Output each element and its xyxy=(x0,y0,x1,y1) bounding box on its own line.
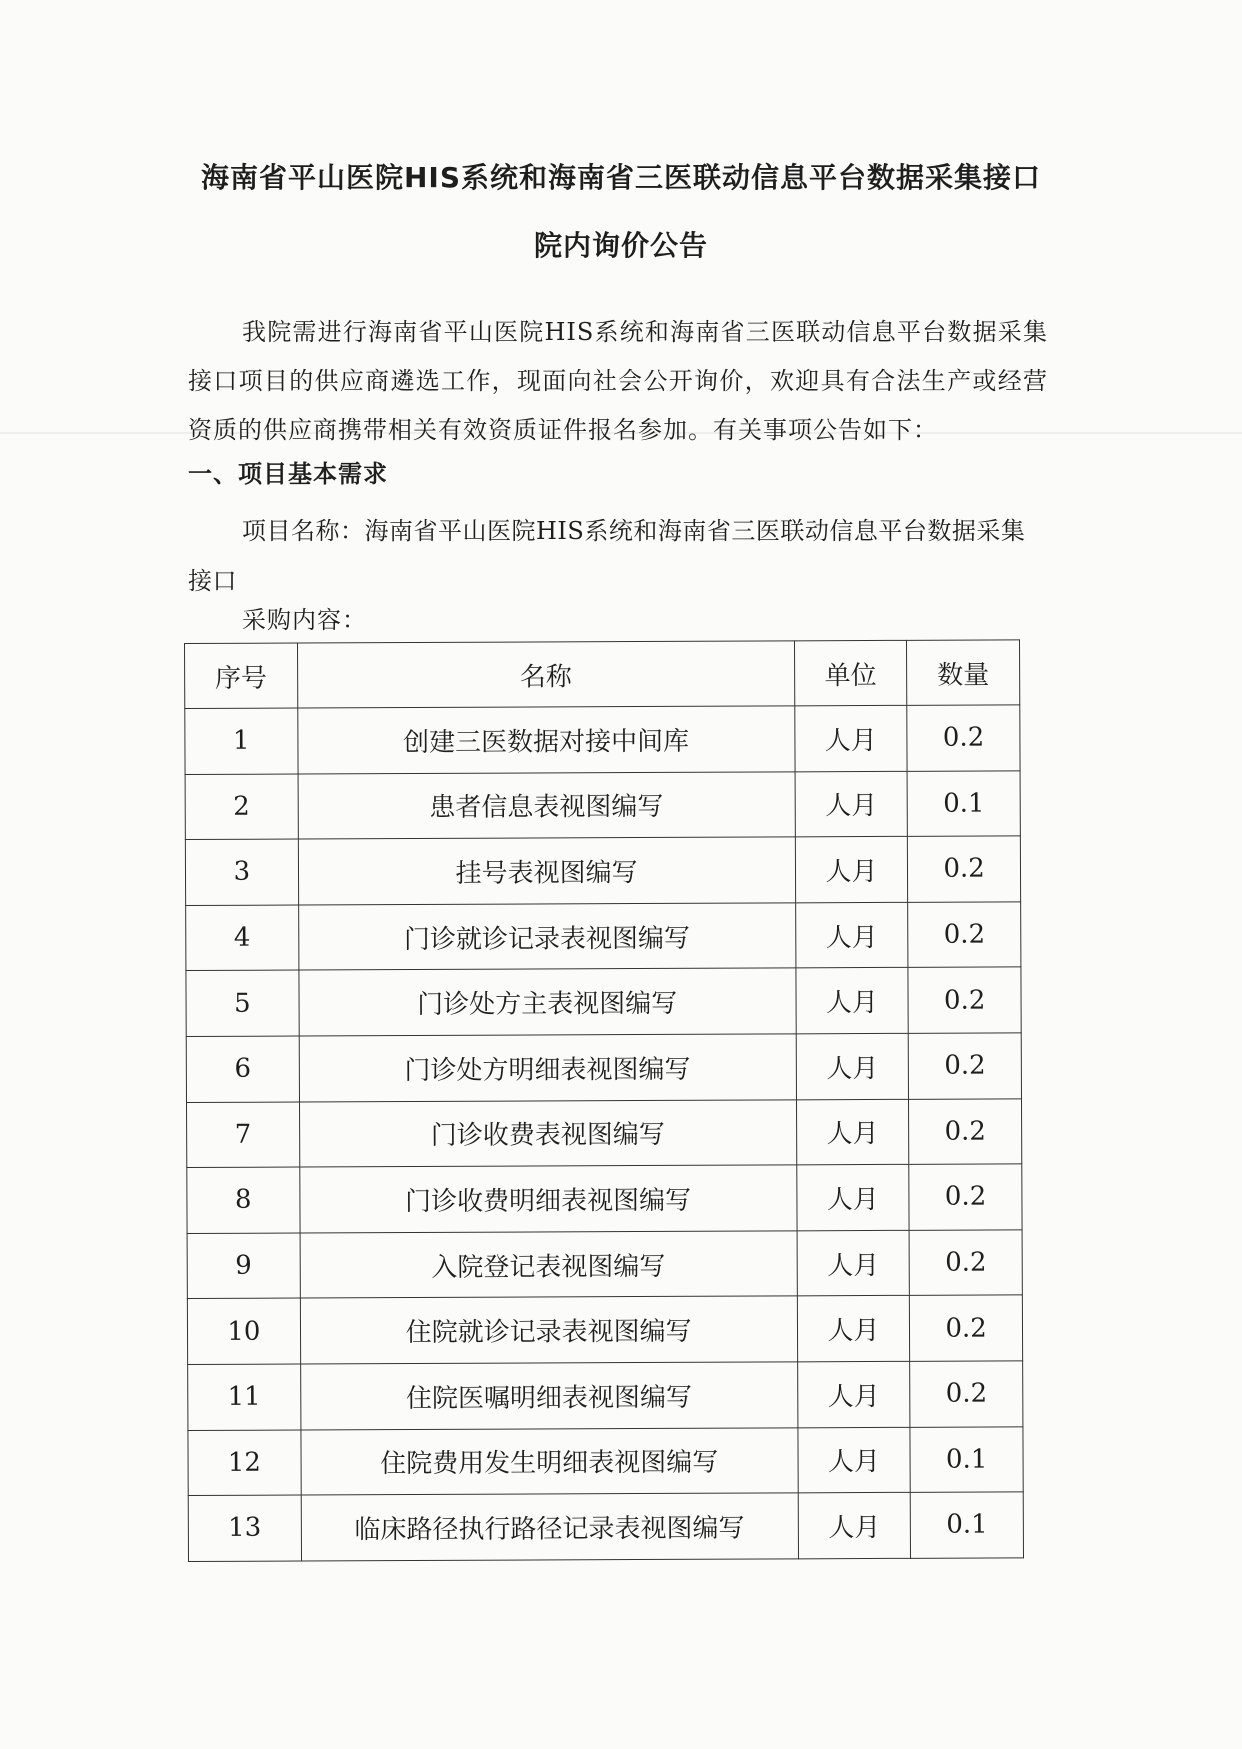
intro-paragraph: 我院需进行海南省平山医院HIS系统和海南省三医联动信息平台数据采集接口项目的供应商遴选工作，现面向社会公开询价，欢迎具有合法生产或经营资质的供应商携带相关有效资质证件报名参加。有关事项公告如下： xyxy=(188,318,1048,444)
cell-index: 4 xyxy=(186,905,299,971)
header-index: 序号 xyxy=(185,643,298,708)
table-row xyxy=(188,1361,1023,1430)
header-name: 名称 xyxy=(297,641,794,708)
cell-unit: 人月 xyxy=(795,837,908,903)
table-row xyxy=(187,1295,1022,1364)
cell-quantity: 0.2 xyxy=(910,1361,1023,1427)
project-name: 项目名称：海南省平山医院HIS系统和海南省三医联动信息平台数据采集接口 xyxy=(188,517,1026,595)
cell-index: 10 xyxy=(187,1298,300,1364)
cell-index: 3 xyxy=(185,839,298,905)
table-row xyxy=(185,770,1020,839)
cell-name: 门诊收费表视图编写 xyxy=(299,1099,796,1167)
cell-quantity: 0.1 xyxy=(910,1426,1023,1492)
document-title-line-1: 海南省平山医院HIS系统和海南省三医联动信息平台数据采集接口 xyxy=(200,161,1042,194)
cell-unit: 人月 xyxy=(796,1033,909,1099)
cell-quantity: 0.2 xyxy=(909,1098,1022,1164)
cell-index: 5 xyxy=(186,970,299,1036)
cell-name: 住院就诊记录表视图编写 xyxy=(300,1296,797,1364)
cell-name: 门诊就诊记录表视图编写 xyxy=(298,903,795,971)
cell-unit: 人月 xyxy=(798,1427,911,1493)
cell-quantity: 0.2 xyxy=(907,705,1020,771)
cell-name: 住院医嘱明细表视图编写 xyxy=(300,1362,797,1430)
table-row xyxy=(188,1492,1023,1561)
cell-quantity: 0.2 xyxy=(908,1033,1021,1099)
section-1-heading: 一、项目基本需求 xyxy=(188,460,388,488)
table-row xyxy=(188,1426,1023,1495)
cell-unit: 人月 xyxy=(797,1361,910,1427)
cell-name: 患者信息表视图编写 xyxy=(298,771,795,839)
procurement-content-label: 采购内容： xyxy=(242,606,367,634)
cell-unit: 人月 xyxy=(798,1492,911,1558)
table-row xyxy=(187,1230,1022,1299)
cell-index: 11 xyxy=(188,1364,301,1430)
cell-unit: 人月 xyxy=(794,705,907,771)
table-row xyxy=(186,967,1021,1036)
cell-unit: 人月 xyxy=(796,968,909,1034)
cell-index: 9 xyxy=(187,1233,300,1299)
procurement-table xyxy=(184,639,1024,1561)
cell-name: 门诊收费明细表视图编写 xyxy=(299,1165,796,1233)
cell-quantity: 0.2 xyxy=(908,967,1021,1033)
cell-index: 13 xyxy=(188,1495,301,1561)
document-title-line-2: 院内询价公告 xyxy=(533,229,708,262)
cell-name: 门诊处方明细表视图编写 xyxy=(299,1034,796,1102)
cell-unit: 人月 xyxy=(796,1099,909,1165)
cell-unit: 人月 xyxy=(795,902,908,968)
cell-index: 7 xyxy=(187,1102,300,1168)
cell-quantity: 0.1 xyxy=(907,770,1020,836)
cell-quantity: 0.2 xyxy=(909,1164,1022,1230)
table-row xyxy=(185,705,1020,774)
table-row xyxy=(185,836,1020,905)
table-row xyxy=(187,1164,1022,1233)
cell-index: 8 xyxy=(187,1167,300,1233)
table-row xyxy=(186,1033,1021,1102)
cell-name: 门诊处方主表视图编写 xyxy=(299,968,796,1036)
cell-name: 挂号表视图编写 xyxy=(298,837,795,905)
cell-index: 12 xyxy=(188,1430,301,1496)
cell-index: 2 xyxy=(185,774,298,840)
table-header-row xyxy=(185,640,1020,709)
cell-unit: 人月 xyxy=(797,1230,910,1296)
cell-name: 创建三医数据对接中间库 xyxy=(297,706,794,774)
header-quantity: 数量 xyxy=(907,640,1020,705)
cell-index: 1 xyxy=(185,708,298,774)
cell-quantity: 0.2 xyxy=(908,836,1021,902)
cell-quantity: 0.2 xyxy=(910,1295,1023,1361)
cell-quantity: 0.2 xyxy=(908,902,1021,968)
cell-quantity: 0.1 xyxy=(910,1492,1023,1558)
cell-name: 临床路径执行路径记录表视图编写 xyxy=(301,1493,798,1561)
cell-unit: 人月 xyxy=(795,771,908,837)
cell-index: 6 xyxy=(186,1036,299,1102)
cell-unit: 人月 xyxy=(796,1164,909,1230)
header-unit: 单位 xyxy=(794,640,907,705)
table-row xyxy=(187,1098,1022,1167)
cell-name: 住院费用发生明细表视图编写 xyxy=(301,1427,798,1495)
cell-quantity: 0.2 xyxy=(909,1230,1022,1296)
table-row xyxy=(186,902,1021,971)
cell-name: 入院登记表视图编写 xyxy=(300,1231,797,1299)
cell-unit: 人月 xyxy=(797,1296,910,1362)
